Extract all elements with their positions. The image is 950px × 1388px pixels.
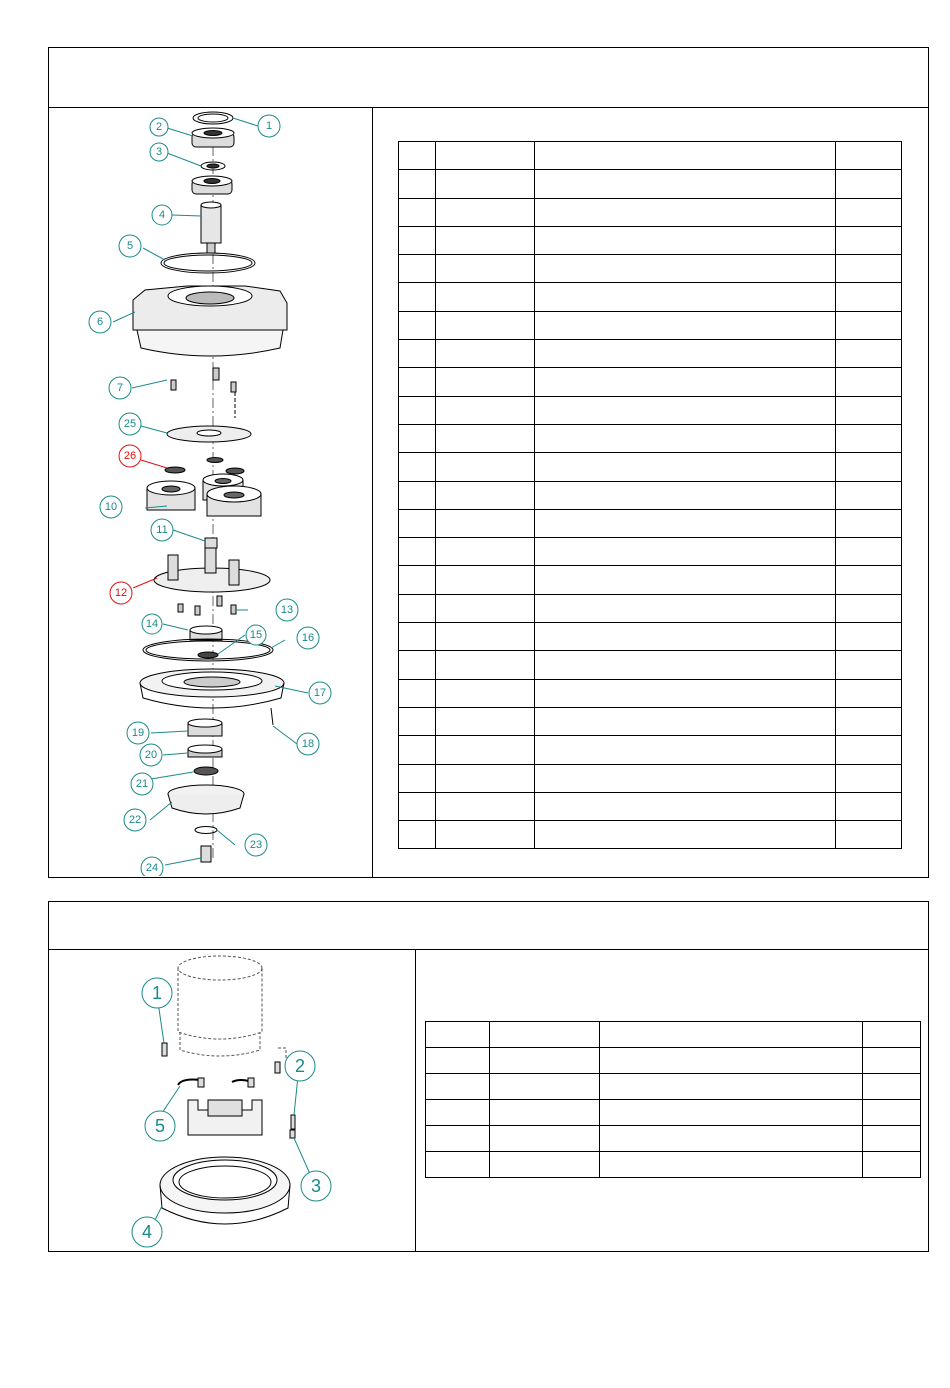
- table-cell: [436, 623, 535, 651]
- table-row: [399, 651, 902, 679]
- svg-text:11: 11: [156, 524, 168, 536]
- table-header-cell: [399, 142, 436, 170]
- svg-text:1: 1: [151, 983, 163, 1003]
- table-row: [399, 481, 902, 509]
- table-cell: [863, 1074, 921, 1100]
- svg-text:24: 24: [145, 862, 159, 874]
- table-cell: [490, 1152, 600, 1178]
- table-cell: [399, 623, 436, 651]
- table-cell: [399, 679, 436, 707]
- table-cell: [436, 566, 535, 594]
- table-cell: [600, 1074, 863, 1100]
- table-row: [399, 226, 902, 254]
- table-cell: [426, 1048, 490, 1074]
- table-cell: [836, 594, 902, 622]
- table-cell: [535, 707, 836, 735]
- table-cell: [836, 170, 902, 198]
- table-cell: [535, 311, 836, 339]
- table-cell: [535, 566, 836, 594]
- table-cell: [490, 1074, 600, 1100]
- table-cell: [535, 821, 836, 849]
- callout-1: [142, 978, 172, 1008]
- svg-text:22: 22: [128, 814, 142, 826]
- table-header-cell: [436, 142, 535, 170]
- table-cell: [436, 368, 535, 396]
- table-header-row: [399, 142, 902, 170]
- table-cell: [535, 623, 836, 651]
- table-cell: [436, 481, 535, 509]
- callout-24: [141, 857, 163, 876]
- table-cell: [399, 736, 436, 764]
- callout-20: [140, 744, 162, 766]
- table-row: [399, 396, 902, 424]
- table-cell: [836, 764, 902, 792]
- table-cell: [399, 198, 436, 226]
- table-cell: [436, 792, 535, 820]
- table-row: [399, 198, 902, 226]
- table-cell: [399, 226, 436, 254]
- table-cell: [399, 368, 436, 396]
- callout-7: [109, 377, 131, 399]
- table-cell: [399, 340, 436, 368]
- section-title: [49, 902, 928, 950]
- table-cell: [836, 623, 902, 651]
- callout-6: [89, 311, 111, 333]
- table-cell: [436, 538, 535, 566]
- table-row: [426, 1126, 921, 1152]
- table-cell: [535, 453, 836, 481]
- svg-text:26: 26: [123, 450, 137, 462]
- table-cell: [399, 764, 436, 792]
- table-row: [399, 311, 902, 339]
- table-cell: [836, 481, 902, 509]
- svg-text:2: 2: [155, 121, 163, 133]
- table-row: [399, 566, 902, 594]
- table-row: [399, 340, 902, 368]
- table-header-cell: [535, 142, 836, 170]
- table-cell: [535, 170, 836, 198]
- svg-text:14: 14: [145, 618, 159, 630]
- svg-text:18: 18: [301, 738, 315, 750]
- table-cell: [436, 821, 535, 849]
- callout-13: [276, 599, 298, 621]
- table-row: [399, 707, 902, 735]
- svg-text:13: 13: [280, 604, 294, 616]
- table-cell: [436, 736, 535, 764]
- table-cell: [399, 538, 436, 566]
- callout-17: [309, 682, 331, 704]
- parts-table-planetary-head: [398, 141, 902, 849]
- parts-table-motor-mount: [425, 1021, 921, 1178]
- table-header-row: [426, 1022, 921, 1048]
- svg-text:6: 6: [96, 316, 104, 328]
- table-cell: [436, 453, 535, 481]
- callout-18: [297, 733, 319, 755]
- svg-text:20: 20: [144, 749, 158, 761]
- table-cell: [836, 368, 902, 396]
- svg-text:4: 4: [158, 209, 166, 221]
- table-cell: [836, 566, 902, 594]
- table-cell: [863, 1126, 921, 1152]
- table-cell: [490, 1126, 600, 1152]
- callout-25: [119, 413, 141, 435]
- table-cell: [535, 764, 836, 792]
- svg-text:7: 7: [116, 382, 124, 394]
- table-cell: [535, 679, 836, 707]
- table-row: [426, 1048, 921, 1074]
- table-row: [399, 764, 902, 792]
- table-cell: [836, 509, 902, 537]
- callout-15: [246, 625, 266, 645]
- table-cell: [436, 594, 535, 622]
- table-cell: [836, 311, 902, 339]
- section-title: [49, 48, 928, 108]
- table-cell: [836, 736, 902, 764]
- table-cell: [535, 368, 836, 396]
- svg-text:2: 2: [294, 1056, 306, 1076]
- table-cell: [600, 1048, 863, 1074]
- table-cell: [436, 509, 535, 537]
- table-cell: [436, 424, 535, 452]
- svg-text:3: 3: [155, 146, 163, 158]
- svg-text:17: 17: [313, 687, 327, 699]
- svg-text:19: 19: [131, 727, 145, 739]
- table-cell: [863, 1100, 921, 1126]
- table-cell: [535, 736, 836, 764]
- table-cell: [836, 198, 902, 226]
- table-cell: [436, 679, 535, 707]
- callout-22: [124, 809, 146, 831]
- callout-4: [152, 205, 172, 225]
- table-cell: [836, 792, 902, 820]
- table-cell: [399, 170, 436, 198]
- table-cell: [600, 1126, 863, 1152]
- table-cell: [399, 453, 436, 481]
- table-cell: [399, 594, 436, 622]
- svg-text:1: 1: [265, 120, 273, 132]
- callout-2: [285, 1051, 315, 1081]
- table-cell: [535, 340, 836, 368]
- callout-5: [145, 1111, 175, 1141]
- table-cell: [490, 1100, 600, 1126]
- table-row: [399, 736, 902, 764]
- table-row: [399, 170, 902, 198]
- table-cell: [426, 1126, 490, 1152]
- svg-text:21: 21: [135, 778, 149, 790]
- callout-10: [100, 496, 122, 518]
- table-cell: [836, 707, 902, 735]
- table-cell: [535, 792, 836, 820]
- table-cell: [399, 311, 436, 339]
- table-cell: [535, 283, 836, 311]
- table-cell: [399, 481, 436, 509]
- table-cell: [399, 651, 436, 679]
- table-row: [426, 1152, 921, 1178]
- table-cell: [535, 255, 836, 283]
- table-header-cell: [836, 142, 902, 170]
- table-row: [399, 368, 902, 396]
- svg-text:5: 5: [154, 1116, 166, 1136]
- table-cell: [436, 651, 535, 679]
- table-cell: [436, 764, 535, 792]
- table-cell: [600, 1100, 863, 1126]
- table-cell: [399, 821, 436, 849]
- svg-text:12: 12: [114, 587, 128, 599]
- table-cell: [836, 283, 902, 311]
- callout-3: [150, 143, 168, 161]
- table-cell: [535, 481, 836, 509]
- table-row: [399, 679, 902, 707]
- table-row: [399, 453, 902, 481]
- table-row: [399, 424, 902, 452]
- svg-text:10: 10: [104, 501, 118, 513]
- table-cell: [600, 1152, 863, 1178]
- table-cell: [836, 396, 902, 424]
- section-divider: [372, 107, 373, 877]
- table-cell: [836, 424, 902, 452]
- table-row: [426, 1074, 921, 1100]
- callout-23: [245, 834, 267, 856]
- table-cell: [836, 453, 902, 481]
- table-row: [399, 792, 902, 820]
- table-row: [399, 509, 902, 537]
- callout-11: [151, 519, 173, 541]
- table-row: [399, 821, 902, 849]
- table-cell: [490, 1048, 600, 1074]
- svg-text:23: 23: [249, 839, 263, 851]
- callout-12: [110, 582, 132, 604]
- table-cell: [535, 651, 836, 679]
- table-header-cell: [863, 1022, 921, 1048]
- table-row: [426, 1100, 921, 1126]
- table-cell: [863, 1152, 921, 1178]
- table-row: [399, 538, 902, 566]
- table-cell: [535, 509, 836, 537]
- section-divider: [415, 949, 416, 1251]
- table-cell: [836, 821, 902, 849]
- table-cell: [436, 255, 535, 283]
- svg-text:25: 25: [123, 418, 137, 430]
- table-cell: [436, 226, 535, 254]
- table-cell: [836, 255, 902, 283]
- table-cell: [836, 538, 902, 566]
- table-header-cell: [490, 1022, 600, 1048]
- table-row: [399, 255, 902, 283]
- table-cell: [399, 509, 436, 537]
- table-cell: [436, 340, 535, 368]
- table-cell: [399, 792, 436, 820]
- svg-text:16: 16: [301, 632, 315, 644]
- svg-text:3: 3: [310, 1176, 322, 1196]
- table-header-cell: [426, 1022, 490, 1048]
- svg-text:15: 15: [249, 629, 263, 641]
- svg-text:4: 4: [141, 1222, 153, 1242]
- table-cell: [863, 1048, 921, 1074]
- callout-1: [258, 115, 280, 137]
- table-cell: [426, 1074, 490, 1100]
- callout-4: [132, 1217, 162, 1247]
- callout-5: [119, 235, 141, 257]
- callout-26: [119, 445, 141, 467]
- table-cell: [399, 255, 436, 283]
- table-cell: [436, 707, 535, 735]
- callout-2: [150, 118, 168, 136]
- svg-text:5: 5: [126, 240, 134, 252]
- table-row: [399, 594, 902, 622]
- table-cell: [535, 594, 836, 622]
- callout-16: [297, 627, 319, 649]
- table-cell: [436, 283, 535, 311]
- motor-mount-drawing: [120, 950, 350, 1250]
- table-cell: [436, 170, 535, 198]
- table-cell: [836, 226, 902, 254]
- table-cell: [436, 198, 535, 226]
- table-cell: [426, 1152, 490, 1178]
- table-cell: [535, 198, 836, 226]
- table-cell: [399, 283, 436, 311]
- table-row: [399, 623, 902, 651]
- callout-14: [142, 614, 162, 634]
- table-cell: [436, 311, 535, 339]
- table-cell: [426, 1100, 490, 1126]
- table-cell: [836, 679, 902, 707]
- table-header-cell: [600, 1022, 863, 1048]
- table-cell: [535, 226, 836, 254]
- callout-3: [301, 1171, 331, 1201]
- table-cell: [399, 424, 436, 452]
- callout-19: [127, 722, 149, 744]
- table-cell: [836, 651, 902, 679]
- table-cell: [399, 707, 436, 735]
- exploded-view-drawing: [75, 108, 365, 876]
- table-cell: [535, 396, 836, 424]
- table-cell: [399, 566, 436, 594]
- table-cell: [535, 424, 836, 452]
- table-cell: [535, 538, 836, 566]
- table-row: [399, 283, 902, 311]
- table-cell: [436, 396, 535, 424]
- table-cell: [836, 340, 902, 368]
- table-cell: [399, 396, 436, 424]
- callout-21: [131, 773, 153, 795]
